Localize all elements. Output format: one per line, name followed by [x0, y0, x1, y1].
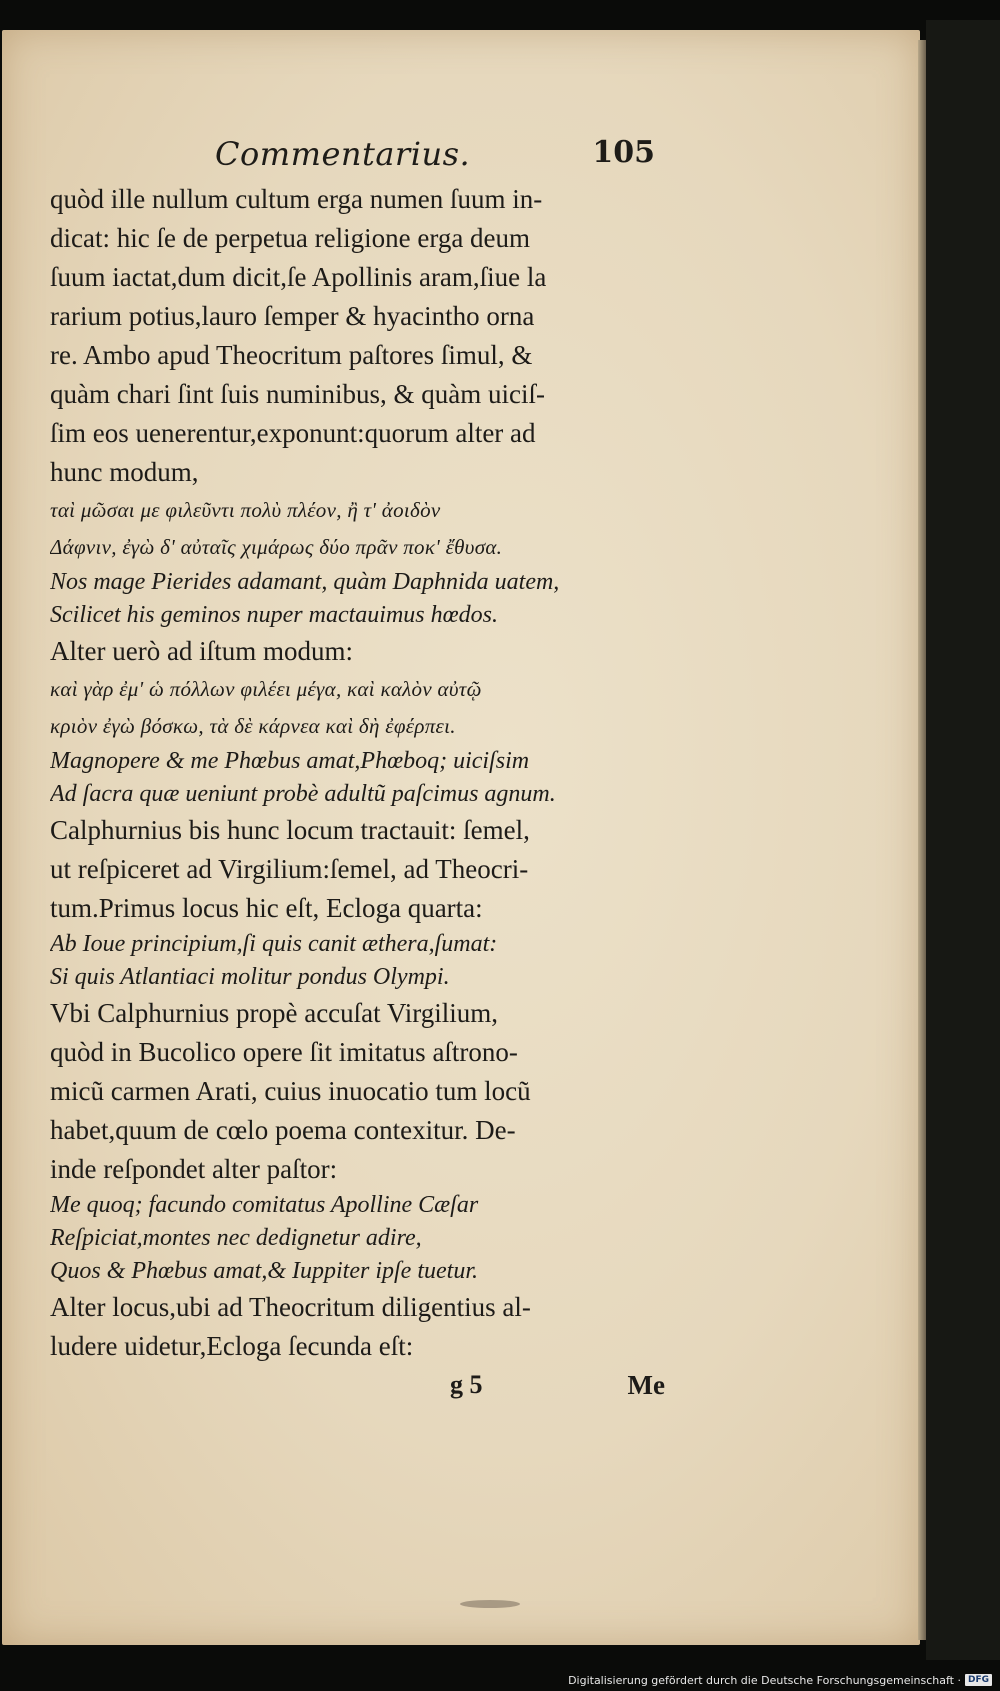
- latin-verse-line: Nos mage Pierides adamant, quàm Daphnida uatem,: [50, 569, 560, 595]
- latin-verse-line: Scilicet his geminos nuper mactauimus hœdos.: [50, 602, 498, 628]
- prose-line: ſim eos uenerentur,exponunt:quorum alter ad: [50, 418, 536, 448]
- latin-verse-line: Si quis Atlantiaci molitur pondus Olympi.: [50, 964, 450, 990]
- running-title: Commentarius.: [215, 135, 471, 173]
- digitization-credit: [568, 1672, 992, 1688]
- prose-line: dicat: hic ſe de perpetua religione erga deum: [50, 223, 531, 253]
- prose-line: Alter uerò ad iſtum modum:: [50, 636, 353, 666]
- catchword: Me: [627, 1370, 665, 1400]
- greek-verse-line: Δάφνιν, ἐγὼ δ' αὐταῖς χιμάρως δύο πρᾶν ποκ' ἔθυσα.: [50, 535, 503, 559]
- latin-verse-line: Quos & Phœbus amat,& Iuppiter ipſe tuetur.: [50, 1258, 478, 1284]
- scan-margin: [926, 20, 1000, 1660]
- latin-verse-line: Magnopere & me Phœbus amat,Phœboq; uiciſsim: [50, 748, 530, 774]
- latin-verse-line: Ab Ioue principium,ſi quis canit æthera,ſumat:: [50, 931, 498, 957]
- prose-line: quàm chari ſint ſuis numinibus, & quàm uiciſ-: [50, 379, 545, 409]
- credit-text: Digitalisierung gefördert durch die Deutsche Forschungsgemeinschaft ·: [568, 1673, 961, 1687]
- greek-verse-line: ταὶ μῶσαι με φιλεῦντι πολὺ πλέον, ἢ τ' ἀοιδὸν: [50, 498, 441, 522]
- prose-line: tum.Primus locus hic eſt, Ecloga quarta:: [50, 893, 483, 923]
- latin-verse-line: Ad ſacra quæ ueniunt probè adultũ paſcimus agnum.: [50, 781, 556, 807]
- dfg-logo-icon: DFG: [965, 1674, 992, 1686]
- latin-verse-line: Reſpiciat,montes nec dedignetur adire,: [50, 1225, 422, 1251]
- greek-verse-line: καὶ γὰρ ἐμ' ὡ πόλλων φιλέει μέγα, καὶ καλὸν αὐτῷ: [50, 677, 482, 701]
- prose-line: inde reſpondet alter paſtor:: [50, 1154, 338, 1184]
- signature-mark: g 5: [450, 1370, 483, 1399]
- greek-verse-line: κριὸν ἐγὼ βόσκω, τὰ δὲ κάρνεα καὶ δὴ ἐφέρπει.: [50, 714, 456, 738]
- prose-line: ſuum iactat,dum dicit,ſe Apollinis aram,ſiue la: [50, 262, 547, 292]
- page-footer: [50, 1370, 665, 1410]
- prose-line: Alter locus,ubi ad Theocritum diligentius al-: [50, 1292, 531, 1322]
- prose-line: Calphurnius bis hunc locum tractauit: ſemel,: [50, 815, 530, 845]
- running-head: [215, 135, 655, 179]
- prose-line: Vbi Calphurnius propè accuſat Virgilium,: [50, 998, 499, 1028]
- prose-line: quòd in Bucolico opere ſit imitatus aſtrono-: [50, 1037, 518, 1067]
- prose-line: habet,quum de cœlo poema contexitur. De-: [50, 1115, 516, 1145]
- prose-line: ut reſpiceret ad Virgilium:ſemel, ad Theocri-: [50, 854, 529, 884]
- prose-line: hunc modum,: [50, 457, 199, 487]
- prose-line: re. Ambo apud Theocritum paſtores ſimul, &: [50, 340, 533, 370]
- page-fold-edge: [918, 40, 926, 1640]
- ink-smudge: [460, 1600, 520, 1608]
- page-number: 105: [592, 135, 655, 170]
- text-lines: [50, 180, 665, 1366]
- prose-line: ludere uidetur,Ecloga ſecunda eſt:: [50, 1331, 414, 1361]
- prose-line: micũ carmen Arati, cuius inuocatio tum locũ: [50, 1076, 531, 1106]
- body-text: [50, 180, 665, 1410]
- prose-line: quòd ille nullum cultum erga numen ſuum in-: [50, 184, 543, 214]
- latin-verse-line: Me quoq; facundo comitatus Apolline Cæſar: [50, 1192, 479, 1218]
- prose-line: rarium potius,lauro ſemper & hyacintho orna: [50, 301, 535, 331]
